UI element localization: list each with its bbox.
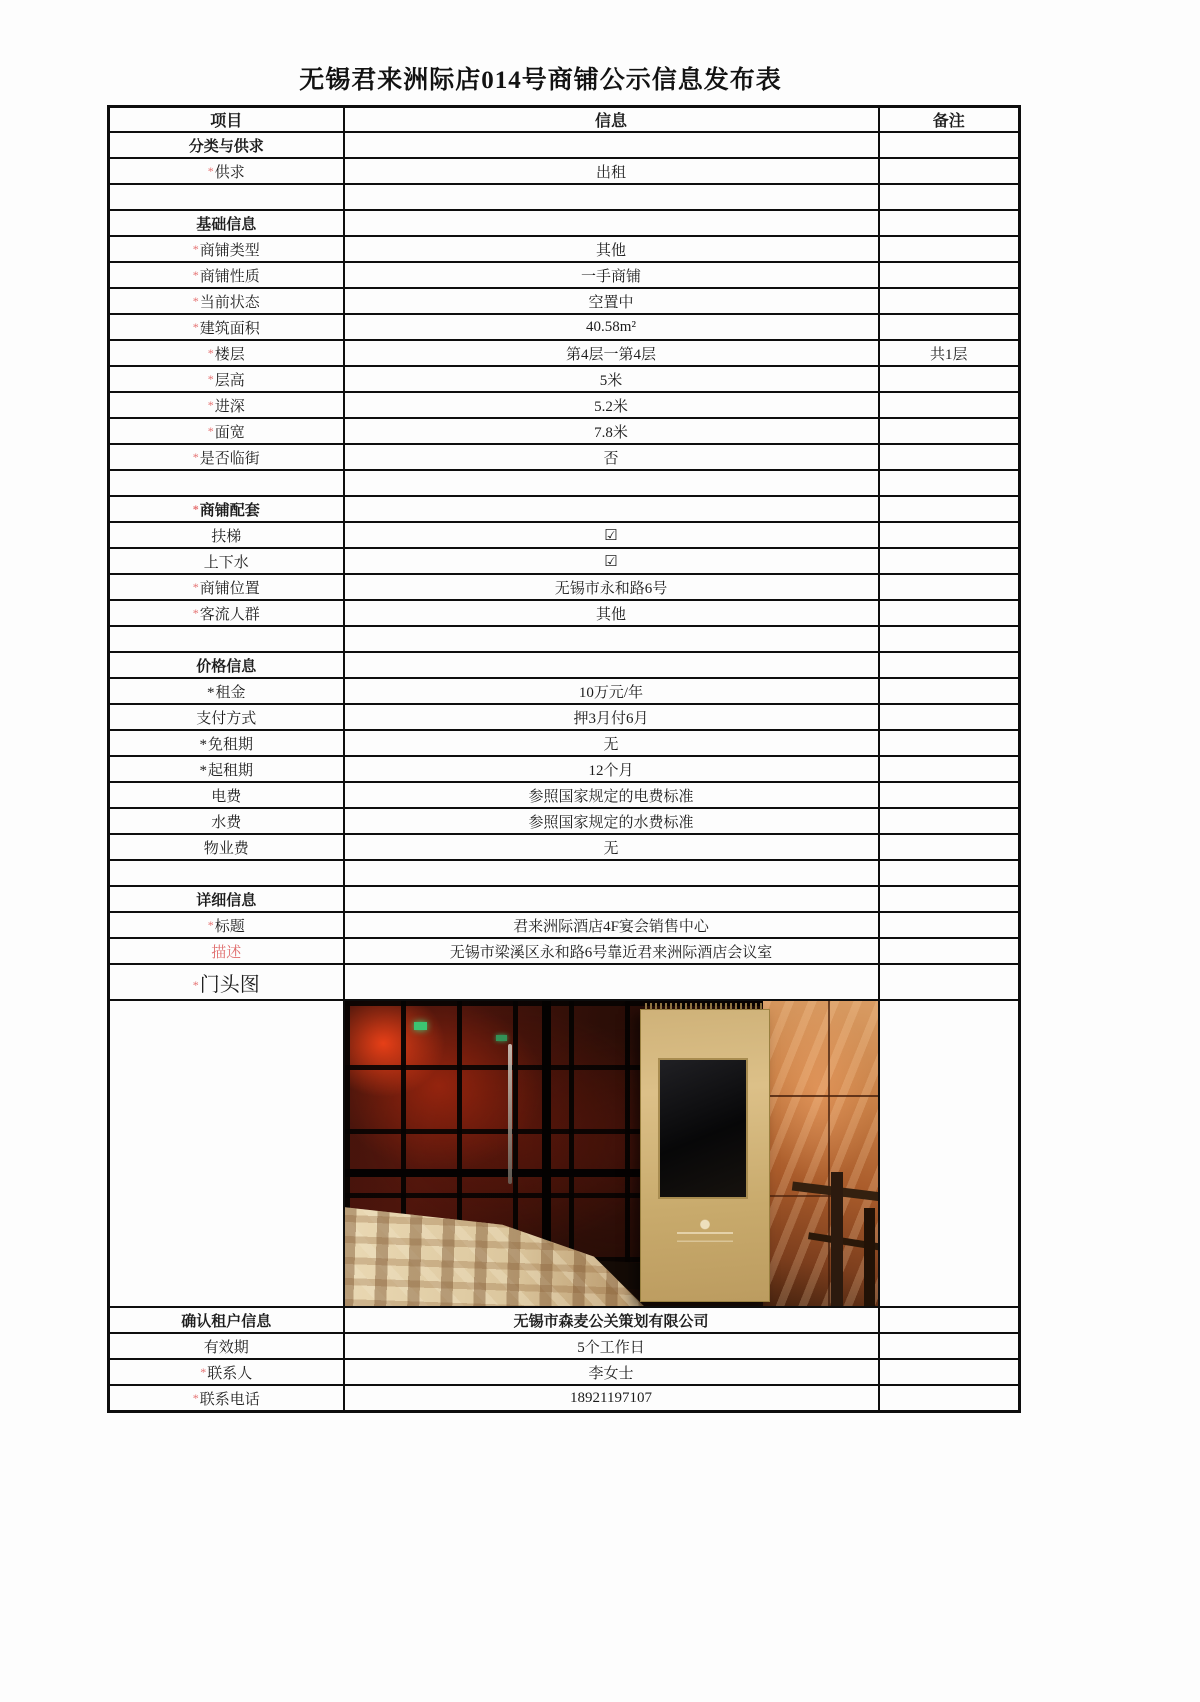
street-facing-note (879, 444, 1020, 470)
table-row (109, 444, 1020, 470)
table-row (109, 340, 1020, 366)
spacer-4-label (109, 860, 344, 886)
water-fee-value: 参照国家规定的水费标准 (344, 808, 879, 834)
water-supply-value: ☑ (344, 548, 879, 574)
table-row (109, 834, 1020, 860)
listing-info-table (107, 105, 1021, 1413)
contact-phone-value: 18921197107 (344, 1385, 879, 1412)
row-label-text: 电费 (211, 788, 242, 805)
escalator-value: ☑ (344, 522, 879, 548)
current-status-label (109, 288, 344, 314)
min-lease-term-value: 12个月 (344, 756, 879, 782)
row-label-text: 商铺配套 (199, 502, 260, 519)
payment-method-value: 押3月付6月 (344, 704, 879, 730)
electricity-fee-label (109, 782, 344, 808)
required-star: * (200, 1364, 207, 1379)
table-row (109, 912, 1020, 938)
storefront-photo-label-value (344, 964, 879, 1000)
price-info-section-value (344, 652, 879, 678)
category-supply-section-value (344, 132, 879, 158)
door-frame (542, 1001, 551, 1266)
supply-value: 出租 (344, 158, 879, 184)
marble-wall (763, 1001, 878, 1306)
row-label-text: 描述 (211, 944, 242, 961)
storefront-photo (345, 1001, 878, 1306)
shop-type-label (109, 236, 344, 262)
rent-free-period-label (109, 730, 344, 756)
required-star: * (207, 423, 214, 438)
page-title: 无锡君来洲际店014号商铺公示信息发布表 (299, 67, 782, 94)
required-star: * (192, 1390, 199, 1405)
table-row (109, 1307, 1020, 1333)
building-area-value: 40.58m² (344, 314, 879, 340)
storefront-photo-value (344, 1000, 879, 1307)
shop-amenities-section-note (879, 496, 1020, 522)
frontage-width-value: 7.8米 (344, 418, 879, 444)
water-supply-label (109, 548, 344, 574)
row-label-text: 起租期 (207, 762, 253, 779)
detail-info-section-value (344, 886, 879, 912)
row-label-text: 分类与供求 (188, 138, 264, 155)
rent-free-period-value: 无 (344, 730, 879, 756)
validity-period-note (879, 1333, 1020, 1359)
column-header-remark: 备注 (879, 107, 1020, 133)
header-row (109, 107, 1020, 133)
shop-location-note (879, 574, 1020, 600)
table-row (109, 366, 1020, 392)
detail-info-section-label (109, 886, 344, 912)
row-label-text: 支付方式 (196, 710, 257, 727)
contact-phone-note (879, 1385, 1020, 1412)
property-fee-label (109, 834, 344, 860)
table-row (109, 262, 1020, 288)
frontage-width-note (879, 418, 1020, 444)
basic-info-section-value (344, 210, 879, 236)
validity-period-value: 5个工作日 (344, 1333, 879, 1359)
table-row (109, 964, 1020, 1000)
electricity-fee-note (879, 782, 1020, 808)
rent-note (879, 678, 1020, 704)
required-star: * (207, 371, 214, 386)
description-label (109, 938, 344, 964)
escalator-label (109, 522, 344, 548)
shop-location-label (109, 574, 344, 600)
listing-title-value: 君来洲际酒店4F宴会销售中心 (344, 912, 879, 938)
row-label-text: 基础信息 (196, 216, 257, 233)
rent-value: 10万元/年 (344, 678, 879, 704)
required-star: * (207, 163, 214, 178)
listing-title-note (879, 912, 1020, 938)
description-note (879, 938, 1020, 964)
table-row (109, 314, 1020, 340)
spacer-2-note (879, 470, 1020, 496)
payment-method-label (109, 704, 344, 730)
row-label-text: 商铺位置 (199, 580, 260, 597)
basic-info-section-label (109, 210, 344, 236)
supply-label (109, 158, 344, 184)
payment-method-note (879, 704, 1020, 730)
min-lease-term-note (879, 756, 1020, 782)
shop-type-value: 其他 (344, 236, 879, 262)
storefront-photo-label-label (109, 964, 344, 1000)
property-fee-note (879, 834, 1020, 860)
street-facing-value: 否 (344, 444, 879, 470)
row-label-text: 联系人 (207, 1365, 253, 1382)
confirmed-tenant-note (879, 1307, 1020, 1333)
required-star: * (192, 319, 199, 334)
spacer-row (109, 860, 1020, 886)
water-fee-label (109, 808, 344, 834)
required-star: * (192, 501, 199, 516)
table-row (109, 1333, 1020, 1359)
row-label-text: 门头图 (199, 973, 260, 996)
storefront-photo-note (879, 1000, 1020, 1307)
row-label-text: 商铺类型 (199, 242, 260, 259)
spacer-2-value (344, 470, 879, 496)
row-label-text: 进深 (214, 398, 245, 415)
row-label-text: 详细信息 (196, 892, 257, 909)
contact-person-label (109, 1359, 344, 1385)
row-label-text: 物业费 (203, 840, 249, 857)
required-star: * (192, 579, 199, 594)
floor-value: 第4层一第4层 (344, 340, 879, 366)
required-star: * (192, 267, 199, 282)
table-row (109, 1385, 1020, 1412)
table-row (109, 600, 1020, 626)
shop-nature-value: 一手商铺 (344, 262, 879, 288)
table-row (109, 938, 1020, 964)
street-facing-label (109, 444, 344, 470)
required-star: * (199, 736, 207, 753)
spacer-3-label (109, 626, 344, 652)
current-status-note (879, 288, 1020, 314)
table-row (109, 1000, 1020, 1307)
building-area-note (879, 314, 1020, 340)
listing-title-label (109, 912, 344, 938)
floor-height-value: 5米 (344, 366, 879, 392)
row-label-text: 水费 (211, 814, 242, 831)
spacer-2-label (109, 470, 344, 496)
row-label-text: 建筑面积 (199, 320, 260, 337)
required-star: * (206, 684, 215, 701)
table-row (109, 236, 1020, 262)
customer-group-note (879, 600, 1020, 626)
table-row (109, 704, 1020, 730)
current-status-value: 空置中 (344, 288, 879, 314)
shop-amenities-section-label (109, 496, 344, 522)
confirmed-tenant-value: 无锡市森麦公关策划有限公司 (344, 1307, 879, 1333)
table-row (109, 1359, 1020, 1385)
contact-person-note (879, 1359, 1020, 1385)
table-row (109, 574, 1020, 600)
table-row (109, 548, 1020, 574)
min-lease-term-label (109, 756, 344, 782)
column-header-item: 项目 (109, 107, 344, 133)
row-label-text: 商铺性质 (199, 268, 260, 285)
row-label-text: 扶梯 (211, 528, 242, 545)
table-row (109, 210, 1020, 236)
required-star: * (192, 241, 199, 256)
table-row (109, 132, 1020, 158)
table-row (109, 652, 1020, 678)
rent-label (109, 678, 344, 704)
spacer-1-label (109, 184, 344, 210)
shop-nature-label (109, 262, 344, 288)
storefront-photo-label (109, 1000, 344, 1307)
shop-nature-note (879, 262, 1020, 288)
floor-height-note (879, 366, 1020, 392)
validity-period-label (109, 1333, 344, 1359)
row-label-text: 当前状态 (199, 294, 260, 311)
required-star: * (207, 917, 214, 932)
wood-railing-post (864, 1208, 875, 1306)
table-row (109, 418, 1020, 444)
table-body (109, 132, 1020, 1412)
required-star: * (207, 397, 214, 412)
water-supply-note (879, 548, 1020, 574)
table-row (109, 782, 1020, 808)
row-label-text: 价格信息 (196, 658, 257, 675)
kiosk-logo (677, 1216, 733, 1263)
property-fee-value: 无 (344, 834, 879, 860)
escalator-note (879, 522, 1020, 548)
row-label-text: 租金 (215, 684, 246, 701)
spacer-row (109, 626, 1020, 652)
door-handle (508, 1044, 513, 1184)
required-star: * (192, 449, 199, 464)
shop-amenities-section-value (344, 496, 879, 522)
required-star: * (207, 345, 214, 360)
price-info-section-label (109, 652, 344, 678)
electricity-fee-value: 参照国家规定的电费标准 (344, 782, 879, 808)
spacer-row (109, 470, 1020, 496)
building-area-label (109, 314, 344, 340)
table-row (109, 392, 1020, 418)
table-row (109, 288, 1020, 314)
row-label-text: 楼层 (214, 346, 245, 363)
floor-label (109, 340, 344, 366)
wood-railing-post (831, 1172, 843, 1306)
column-header-info: 信息 (344, 107, 879, 133)
spacer-row (109, 184, 1020, 210)
spacer-4-value (344, 860, 879, 886)
supply-note (879, 158, 1020, 184)
table-row (109, 730, 1020, 756)
table-row (109, 496, 1020, 522)
water-fee-note (879, 808, 1020, 834)
floor-note: 共1层 (879, 340, 1020, 366)
category-supply-section-note (879, 132, 1020, 158)
depth-note (879, 392, 1020, 418)
customer-group-value: 其他 (344, 600, 879, 626)
table-row (109, 756, 1020, 782)
kiosk-vent (645, 1003, 765, 1010)
table-row (109, 158, 1020, 184)
row-label-text: 供求 (214, 164, 245, 181)
contact-person-value: 李女士 (344, 1359, 879, 1385)
row-label-text: 确认租户信息 (181, 1313, 272, 1330)
spacer-4-note (879, 860, 1020, 886)
category-supply-section-label (109, 132, 344, 158)
required-star: * (192, 977, 199, 992)
spacer-3-value (344, 626, 879, 652)
storefront-photo-label-note (879, 964, 1020, 1000)
spacer-1-note (879, 184, 1020, 210)
shop-location-value: 无锡市永和路6号 (344, 574, 879, 600)
table-row (109, 678, 1020, 704)
rent-free-period-note (879, 730, 1020, 756)
table-row (109, 808, 1020, 834)
required-star: * (192, 605, 199, 620)
row-label-text: 有效期 (203, 1339, 249, 1356)
shop-type-note (879, 236, 1020, 262)
row-label-text: 上下水 (203, 554, 249, 571)
frontage-width-label (109, 418, 344, 444)
required-star: * (192, 293, 199, 308)
description-value: 无锡市梁溪区永和路6号靠近君来洲际酒店会议室 (344, 938, 879, 964)
row-label-text: 标题 (214, 918, 245, 935)
row-label-text: 联系电话 (199, 1391, 260, 1408)
row-label-text: 层高 (214, 372, 245, 389)
customer-group-label (109, 600, 344, 626)
contact-phone-label (109, 1385, 344, 1412)
detail-info-section-note (879, 886, 1020, 912)
depth-value: 5.2米 (344, 392, 879, 418)
basic-info-section-note (879, 210, 1020, 236)
table-row (109, 522, 1020, 548)
required-star: * (199, 762, 207, 779)
row-label-text: 客流人群 (199, 606, 260, 623)
row-label-text: 是否临街 (199, 450, 260, 467)
gold-kiosk (640, 1009, 770, 1302)
price-info-section-note (879, 652, 1020, 678)
kiosk-screen (658, 1058, 748, 1199)
row-label-text: 面宽 (214, 424, 245, 441)
spacer-3-note (879, 626, 1020, 652)
row-label-text: 免租期 (207, 736, 253, 753)
confirmed-tenant-label (109, 1307, 344, 1333)
table-row (109, 886, 1020, 912)
spacer-1-value (344, 184, 879, 210)
depth-label (109, 392, 344, 418)
floor-height-label (109, 366, 344, 392)
